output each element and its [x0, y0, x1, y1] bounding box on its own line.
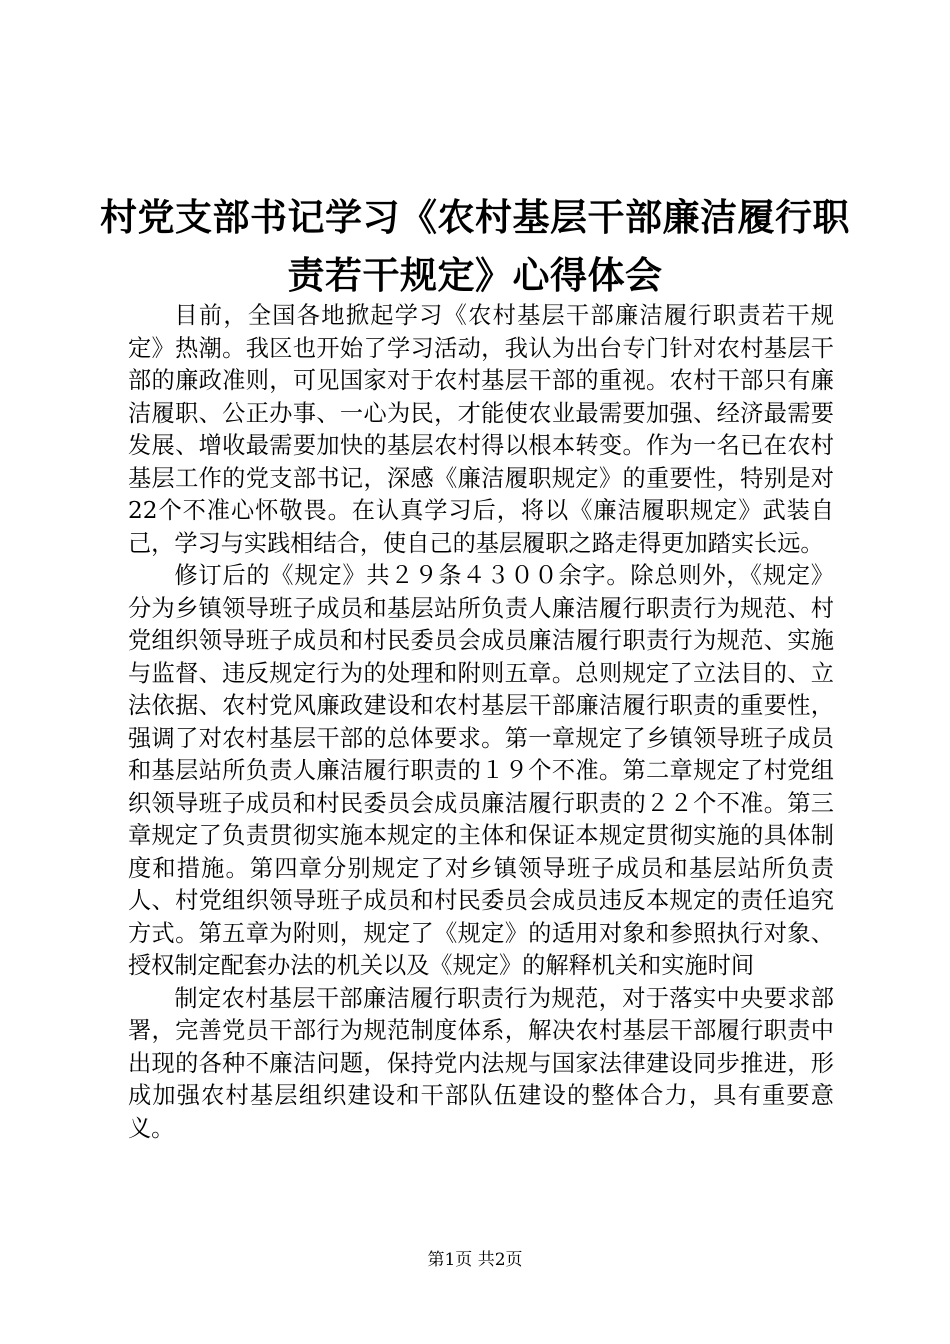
document-title-line-1: 村党支部书记学习《农村基层干部廉洁履行职 — [100, 195, 850, 239]
paragraph-1: 目前，全国各地掀起学习《农村基层干部廉洁履行职责若干规定》热潮。我区也开始了学习活动，我认为出台专门针对农村基层干部的廉政准则，可见国家对于农村基层干部的重视。农村干部只有廉洁履职、公正办事、一心为民，才能使农业最需要加强、经济最需要发展、增收最需要加快的基层农村得以根本转变。作为一名已在农村基层工作的党支部书记，深感《廉洁履职规定》的重要性，特别是对22个不准心怀敬畏。在认真学习后，将以《廉洁履职规定》武装自己，学习与实践相结合，使自己的基层履职之路走得更加踏实长远。 — [128, 302, 834, 557]
page-footer: 第1页 共2页 — [427, 1250, 523, 1270]
paragraph-2: 修订后的《规定》共２９条４３００余字。除总则外，《规定》分为乡镇领导班子成员和基层站所负责人廉洁履行职责行为规范、村党组织领导班子成员和村民委员会成员廉洁履行职责行为规范、实施与监督、违反规定行为的处理和附则五章。总则规定了立法目的、立法依据、农村党风廉政建设和农村基层干部廉洁履行职责的重要性，强调了对农村基层干部的总体要求。第一章规定了乡镇领导班子成员和基层站所负责人廉洁履行职责的１９个不准。第二章规定了村党组织领导班子成员和村民委员会成员廉洁履行职责的２２个不准。第三章规定了负责贯彻实施本规定的主体和保证本规定贯彻实施的具体制度和措施。第四章分别规定了对乡镇领导班子成员和基层站所负责人、村党组织领导班子成员和村民委员会成员违反本规定的责任追究方式。第五章为附则，规定了《规定》的适用对象和参照执行对象、授权制定配套办法的机关以及《规定》的解释机关和实施时间 — [128, 562, 834, 979]
document-title-line-2: 责若干规定》心得体会 — [287, 253, 663, 297]
paragraph-3: 制定农村基层干部廉洁履行职责行为规范，对于落实中央要求部署，完善党员干部行为规范制度体系，解决农村基层干部履行职责中出现的各种不廉洁问题，保持党内法规与国家法律建设同步推进，形成加强农村基层组织建设和干部队伍建设的整体合力，具有重要意义。 — [128, 984, 834, 1142]
document-body — [128, 300, 834, 1145]
